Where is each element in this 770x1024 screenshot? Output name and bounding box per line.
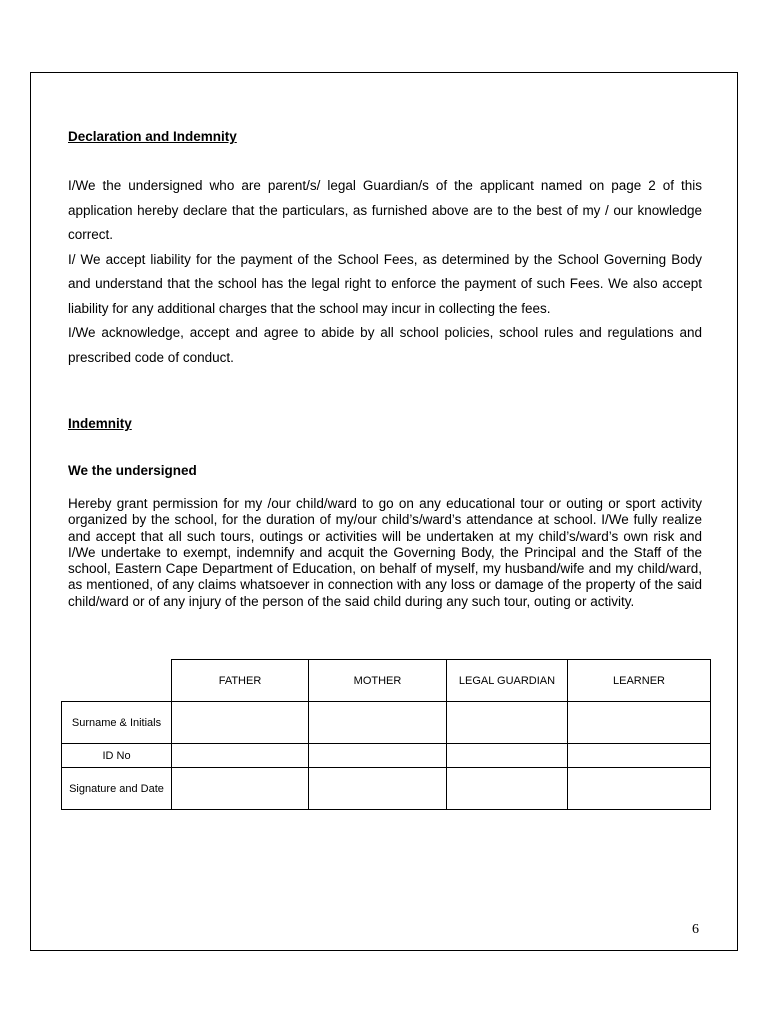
indemnity-paragraph: Hereby grant permission for my /our child/ward to go on any educational tour or outing or sport activity organized by the school, for the duration of my/our child’s/ward’s attendance at school. I/We fully realize and accept that all such tours, outings or activities will be undertaken at my child’s/ward’s own risk and I/We undertake to exempt, indemnify and acquit the Governing Body, the Principal and the Staff of the school, Eastern Cape Department of Education, on behalf of myself, my husband/wife and my child/ward, as mentioned, of any claims whatsoever in connection with any loss or damage of the property of the said child/ward or of any injury of the person of the said child during any such tour, outing or activity. [68,496,702,609]
consent-table [61,659,711,810]
mother-signature-field[interactable] [309,768,447,810]
declaration-body [68,174,702,370]
declaration-paragraph-3: I/We acknowledge, accept and agree to abide by all school policies, school rules and regulations and prescribed code of conduct. [68,325,702,365]
mother-surname-field[interactable] [309,702,447,744]
learner-surname-field[interactable] [568,702,711,744]
indemnity-subheading: We the undersigned [68,463,197,478]
table-corner-cell [62,660,172,702]
column-header-legal-guardian: LEGAL GUARDIAN [447,660,568,702]
guardian-surname-field[interactable] [447,702,568,744]
declaration-heading: Declaration and Indemnity [68,129,237,144]
declaration-paragraph-1: I/We the undersigned who are parent/s/ legal Guardian/s of the applicant named on page 2 of this application hereby declare that the particulars, as furnished above are to the best of my / our knowledge correct. [68,178,702,242]
declaration-paragraph-2: I/ We accept liability for the payment of the School Fees, as determined by the School Governing Body and understand that the school has the legal right to enforce the payment of such Fees. We also accept liability for any additional charges that the school may incur in collecting the fees. [68,251,702,316]
mother-id-field[interactable] [309,744,447,768]
indemnity-heading: Indemnity [68,416,132,431]
father-id-field[interactable] [172,744,309,768]
column-header-learner: LEARNER [568,660,711,702]
page-number: 6 [692,922,699,937]
guardian-signature-field[interactable] [447,768,568,810]
column-header-father: FATHER [172,660,309,702]
guardian-id-field[interactable] [447,744,568,768]
learner-signature-field[interactable] [568,768,711,810]
row-label-id-no: ID No [62,744,172,768]
row-label-surname: Surname & Initials [62,702,172,744]
learner-id-field[interactable] [568,744,711,768]
row-label-signature-date: Signature and Date [62,768,172,810]
father-surname-field[interactable] [172,702,309,744]
father-signature-field[interactable] [172,768,309,810]
column-header-mother: MOTHER [309,660,447,702]
